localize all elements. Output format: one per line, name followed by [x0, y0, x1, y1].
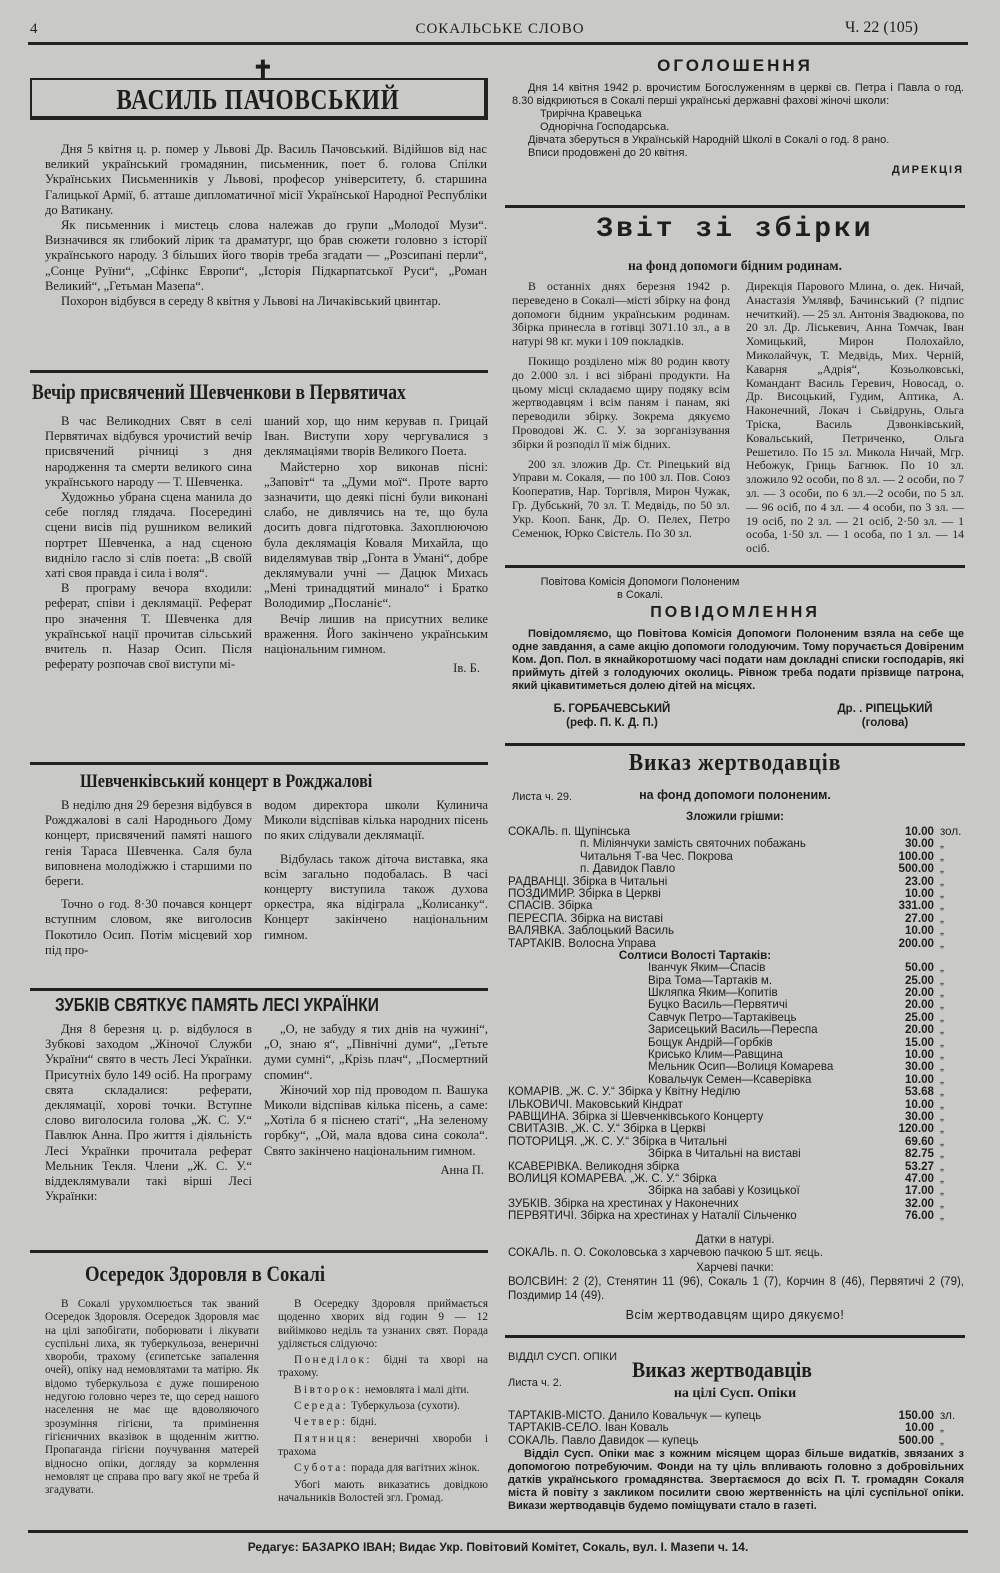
paragraph: Художньо убрана сцена манила до себе погляд глядача. Посередині сцени висів під рушником великий портрет Шевченка, а над сценою видніло гасло зі слів поета: „В своїй хаті своя правда і сила і воля“. [45, 490, 252, 581]
paragraph: Похорон відбувся в середу 8 квітня у Львові на Личаківський цвинтар. [61, 294, 441, 309]
currency-unit: „ [940, 1421, 944, 1435]
report-col1 [512, 280, 730, 540]
currency-unit: „ [940, 1010, 944, 1024]
currency-unit: „ [940, 911, 944, 925]
donor-label: Віра Тома—Тартаків м. [648, 974, 773, 987]
currency-unit: „ [940, 1035, 944, 1049]
day-name: Понеділок: [294, 1354, 372, 1367]
donor-amount: 15.00 [904, 1035, 934, 1049]
paragraph: Дівчата зберуться в Українській Народній Школі в Сокалі о год. 8 рано. [528, 134, 890, 146]
donor-row [508, 863, 964, 875]
donor-row [508, 1111, 964, 1123]
donor-amount: 331.00 [898, 899, 934, 913]
welfare-title: Виказ жертводавців [632, 1357, 812, 1382]
donor-table [508, 826, 964, 1223]
donor-label: Бощук Андрій—Горбків [648, 1036, 773, 1049]
donor-label: СОКАЛЬ. п. Щупінська [508, 826, 631, 838]
currency-unit: „ [940, 936, 944, 950]
donor-row [508, 1123, 964, 1135]
donor-label: Зарисецький Василь—Переспа [648, 1024, 818, 1037]
donor-row [508, 1198, 964, 1210]
currency-unit: „ [940, 1134, 944, 1148]
donor-amount: 53.27 [904, 1159, 934, 1173]
paragraph: В програму вечора входили: реферат, співи і деклямації. Реферат про значення Т. Шевченка для української нації прочитав сільський вчитель п. Назар Осип. Після реферату розпочав свої виступи мі- [45, 581, 252, 672]
currency-unit: „ [940, 1072, 944, 1086]
donor-amount: 17.00 [904, 1184, 934, 1198]
donor-label: ВОЛИЦЯ КОМАРЕВА. „Ж. С. У.“ Збірка [508, 1172, 717, 1185]
divider [505, 565, 965, 568]
day-text: порада для вагітних жінок. [351, 1462, 480, 1475]
notice-org-line: Повітова Комісія Допомоги Полоненим [540, 576, 740, 588]
donor-label: Шкляпка Яким—Копитів [648, 987, 778, 1000]
day-name: Субота: [294, 1462, 349, 1475]
obituary-text [45, 142, 487, 309]
donor-row [508, 1136, 964, 1148]
currency-unit: „ [940, 886, 944, 900]
report-subtitle: на фонд допомоги бідним родинам. [628, 258, 842, 273]
report-title: Звіт зі збірки [596, 214, 874, 245]
paragraph: Як письменник і мистець слова належав до групи „Молодої Музи“. Визначився як глибокий лірик та драматург, що брав сюжети головно з історії українського народу. З більших його творів треба згадати — „Розсипані перли“, „Сонце Руїни“, „Сфінкс Европи“, „Історія Підкарпатської Руси“, „Роман Великий“, „Гетьман Мазепа“. [45, 218, 487, 293]
day-text: венеричні хвороби і трахома [278, 1432, 488, 1458]
currency-unit: „ [940, 1159, 944, 1173]
currency-unit: „ [940, 924, 944, 938]
divider [30, 370, 488, 373]
donor-label: ТАРТАКІВ. Волосна Управа [508, 937, 656, 950]
paragraph: Повідомляємо, що Повітова Комісія Допомоги Полоненим взяла на себе ще одне завдання, а саме акцію допомоги голодуючим. Тому поручається Довіреним Ком. Доп. Пол. в якнайкоротшому часі подати нам докладні списки господарів, які приймуть дітей з голодуючих околиць. Рівнож треба подати прізвище патрона, який цікавитиметься долею дітей на місцях. [512, 628, 964, 692]
currency-unit: „ [940, 1209, 944, 1223]
donor-amount: 25.00 [904, 1010, 934, 1024]
paragraph: Дня 5 квітня ц. р. помер у Львові Др. Василь Пачовський. Відійшов від нас великий український громадянин, письменник, поет б. голова Спілки Українських Письменників у Львові, професор університету, б. старшина Галицької Армії, б. атташе дипломатичної місії Української Народної Республіки до Ватикану. [45, 142, 487, 217]
donor-amount: 47.00 [904, 1171, 934, 1185]
donors-cash-heading: Зложили грішми: [685, 811, 785, 823]
donor-row [508, 1024, 964, 1036]
day-name: Четвер: [294, 1416, 348, 1429]
footer-rule [28, 1530, 968, 1533]
paragraph: Майстерно хор виконав пісні: „Заповіт“ та „Думи мої“. Проте варто зазначити, що деякі пісні були виконані слабо, не дивлячись на те, що була досить довга підготовка. Захоплюючою була деклямація Коваля Михайла, що виделямував твір „Гонта в Умані“, добре деклямували учні — Дацюк Михась „Мені тринадцятий минало“ і Братко Володимир „Посланіє“. [264, 459, 488, 611]
paragraph: Дня 8 березня ц. р. відбулося в Зубкові заходом „Жіночої Служби України“ свято в честь Лесі Українки. Присутніх було 149 осіб. На програму свята складалися: реферати, деклямації, хорові точки. Вступне слово виголосила голова „Ж. С. У.“ Павлюк Анна. Про життя і діяльність Лесі Українки прочитала реферат Мельник Текля. Члени „Ж. С. У.“ віддеклямували такі вірші Лесі Українки: [45, 1022, 252, 1204]
school-item: Однорічна Господарська. [540, 121, 670, 133]
divider [30, 988, 488, 991]
signature: ДИРЕКЦІЯ [891, 164, 964, 176]
donor-label: Читальня Т-ва Чес. Покрова [580, 850, 733, 863]
paragraph: В останніх днях березня 1942 р. переведено в Сокалі—місті збірку на фонд допомоги бідним українським родинам. Збірка принесла в готівці 3071.10 зл., а в натурі 98 кг. муки і 109 покладків. [512, 279, 730, 349]
currency-unit: „ [940, 1147, 944, 1161]
donor-label: Мельник Осип—Волиця Комарева [648, 1061, 834, 1074]
currency-unit: „ [940, 862, 944, 876]
kind-heading: Датки в натурі. [695, 1234, 775, 1246]
divider [505, 205, 965, 208]
donor-label: Крисько Клим—Равщина [648, 1049, 783, 1062]
day-name: Пятниця: [294, 1432, 359, 1445]
paragraph: В Осередку Здоровля приймається щоденно хворих від годин 9 — 12 вийімково неділь та узнаних свят. Порада уділяється слідуючо: [278, 1298, 488, 1350]
notice-org [510, 576, 770, 602]
currency-unit: „ [940, 961, 944, 975]
donor-label: ПОТОРИЦЯ. „Ж. С. У.“ Збірка в Читальні [508, 1135, 727, 1148]
signature-name: Др. . РІПЕЦЬКИЙ [837, 703, 933, 715]
day-name: Середа: [294, 1400, 349, 1413]
donor-row [508, 851, 964, 863]
currency-unit: зл. [940, 1409, 956, 1422]
currency-unit: „ [940, 1097, 944, 1111]
day-text: бідні та хворі на трахому. [278, 1354, 488, 1380]
evening-col2 [264, 414, 488, 676]
divider [505, 1335, 965, 1338]
currency-unit: „ [940, 998, 944, 1012]
donor-amount: 10.00 [904, 1048, 934, 1062]
donor-amount: 100.00 [898, 849, 934, 863]
donor-amount: 76.00 [904, 1209, 934, 1223]
day-text: бідні. [350, 1416, 377, 1429]
currency-unit: „ [940, 1048, 944, 1062]
donor-label: п. Міліянчуки замість святочних побажань [580, 838, 806, 851]
signature-name: Б. ГОРБАЧЕВСЬКИЙ [553, 703, 671, 715]
currency-unit: „ [940, 1122, 944, 1136]
paragraph: Дня 14 квітня 1942 р. врочистим Богослуженням в церкві св. Петра і Павла о год. 8.30 відкриються в Сокалі перші українські державні фахові жіночі школи: [512, 82, 964, 107]
zubkiv-col2 [264, 1022, 488, 1178]
health-title: Осередок Здоровля в Сокалі [85, 1261, 326, 1286]
currency-unit: „ [940, 1060, 944, 1074]
donor-amount: 20.00 [904, 998, 934, 1012]
paragraph: шаний хор, що ним керував п. Грицай Іван. Виступи хору чергувалися з деклямаціями творів Великого Поета. [264, 414, 488, 459]
schedule-day [278, 1433, 488, 1460]
welfare-subtitle: на цілі Сусп. Опіки [673, 1386, 797, 1401]
welfare-list-number: Листа ч. 2. [508, 1377, 562, 1389]
donor-amount: 10.00 [904, 825, 934, 838]
donor-label: ПЕРЕСПА. Збірка на виставі [508, 912, 663, 925]
donor-label: п. Давидок Павло [580, 863, 676, 876]
evening-title: Вечір присвячений Шевченкови в Первятичах [32, 379, 406, 404]
page-number: 4 [30, 21, 38, 37]
donor-row [508, 876, 964, 888]
donor-row [508, 1173, 964, 1185]
donor-label: КСАВЕРІВКА. Великодня збірка [508, 1160, 680, 1173]
donor-label: Солтиси Волості Тартаків: [618, 949, 772, 962]
paragraph: Убогі мають виказатись довідкою начальників Волостей згл. Громад. [278, 1478, 488, 1504]
donor-label: СПАСІВ. Збірка [508, 900, 593, 913]
donor-row [508, 1012, 964, 1024]
currency-unit: „ [940, 1085, 944, 1099]
paragraph: 200 зл. зложив Др. Ст. Ріпецький від Управи м. Сокаля, — по 100 зл. Пов. Союз Кооператив, Нар. Торгівля, Мирон Чужак, Гр. Дубський, 70 зл. Т. Медвідь, по 50 зл. Укр. Кооп. Банк, Др. О. Пелех, Петро Семенюк, Юрко Свістель. По 30 зл. [512, 456, 730, 540]
currency-unit: „ [940, 849, 944, 863]
paragraph: В час Великодних Свят в селі Первятичах відбувся урочистий вечір присвячений річниці з дня народження та смерти великого сина українського народу — Т. Шевченка. [45, 414, 252, 489]
footer-imprint: Редагує: БАЗАРКО ІВАН; Видає Укр. Повітовий Комітет, Сокаль, вул. І. Мазепи ч. 14. [247, 1540, 749, 1554]
donor-label: Іванчук Яким—Спасів [648, 962, 766, 975]
donor-amount: 200.00 [898, 936, 934, 950]
obituary-title: ВАСИЛЬ ПАЧОВСЬКИЙ [116, 84, 400, 116]
donor-row [508, 1148, 964, 1160]
donor-row [508, 888, 964, 900]
currency-unit: „ [940, 973, 944, 987]
evening-col1 [45, 414, 252, 672]
donor-row [508, 1074, 964, 1086]
donor-row [508, 1099, 964, 1111]
parcels-heading: Харчеві пачки: [696, 1262, 774, 1274]
day-name: Вівторок: [294, 1383, 363, 1396]
donor-row [508, 987, 964, 999]
donor-row [508, 1037, 964, 1049]
donor-amount: 150.00 [898, 1409, 934, 1422]
donors-title: Виказ жертводавців [628, 750, 842, 776]
donor-amount: 10.00 [904, 924, 934, 938]
donor-label: СВИТАЗІВ. „Ж. С. У.“ Збірка в Церкві [508, 1123, 706, 1136]
parcels-text: ВОЛСВИН: 2 (2), Стенятин 11 (96), Сокаль 1 (7), Корчин 8 (46), Первятичі 2 (79), Поздимир 14 (49). [508, 1276, 964, 1302]
donor-amount: 50.00 [904, 961, 934, 975]
school-item: Трирічна Кравецька [540, 108, 642, 120]
donor-amount: 120.00 [898, 1122, 934, 1136]
donors-list-number: Листа ч. 29. [512, 791, 573, 803]
donor-label: ТАРТАКІВ-СЕЛО. Іван Коваль [508, 1422, 669, 1435]
announcement-text [512, 82, 964, 177]
concert-col2 [264, 798, 488, 943]
donor-amount: 20.00 [904, 1023, 934, 1037]
health-col1 [45, 1298, 259, 1497]
donor-label: ПОЗДИМИР. Збірка в Церкві [508, 887, 661, 900]
notice-text [512, 628, 964, 693]
currency-unit: „ [940, 1196, 944, 1210]
notice-signature-1 [532, 702, 692, 730]
schedule-day [278, 1354, 488, 1381]
concert-col1 [45, 798, 252, 958]
donor-label: РАДВАНЦІ. Збірка в Читальні [508, 875, 668, 888]
report-col2 [746, 280, 964, 556]
health-col2 [278, 1298, 488, 1505]
currency-unit [934, 950, 964, 962]
donor-label: КОМАРІВ. „Ж. С. У.“ Збірка у Квітну Неділю [508, 1086, 741, 1099]
donor-amount: 500.00 [898, 1433, 934, 1447]
donor-amount: 30.00 [904, 837, 934, 851]
donor-amount: 27.00 [904, 911, 934, 925]
paragraph: Відбулась також діточа виставка, яка всім загально подобалась. В часі концерту виступила також духова оркестра, яка відіграла „Колисанку“. Концерт закінчено національним гимном. [264, 851, 488, 942]
donor-label: РАВЩИНА. Збірка зі Шевченківського Концерту [508, 1110, 764, 1123]
donor-row [508, 913, 964, 925]
donor-amount: 500.00 [898, 862, 934, 876]
donor-amount: 82.75 [904, 1147, 934, 1161]
issue-number: Ч. 22 (105) [845, 19, 919, 36]
currency-unit: „ [940, 899, 944, 913]
paragraph: Жіночий хор під проводом п. Вашука Миколи відспівав кілька пісень, а саме: „Хотіла б я піснею статі“, „На зеленому горбку“, „Ой, мала вдова сина сокола“. Свято закінчено національним гимном. [264, 1082, 488, 1158]
donor-label: ІЛЬКОВИЧІ. Маковський Кіндрат [508, 1098, 683, 1111]
donor-amount: 30.00 [904, 1109, 934, 1123]
donor-label: ЗУБКІВ. Збірка на хрестинах у Наконечних [508, 1197, 739, 1210]
donor-amount: 10.00 [904, 1097, 934, 1111]
donor-label: Савчук Петро—Тартаківець [648, 1011, 797, 1024]
donor-row [508, 1086, 964, 1098]
signature-role: (реф. П. К. Д. П.) [566, 717, 658, 729]
donor-row [508, 950, 964, 962]
donor-row [508, 1435, 964, 1447]
paragraph: Покищо розділено між 80 родин квоту до 2.000 зл. і всі зібрані продукти. На цьому місці складаємо щиру подяку всім жертводавцям і всім паням і панам, які переводили збірку. Зокрема дякуємо Проводові Ж. С. У. за зорганізування збірки й розподіл її між бідних. [512, 353, 730, 451]
paragraph: Вписи продовжені до 20 квітня. [528, 147, 688, 159]
donor-label: ПЕРВЯТИЧІ. Збірка на хрестинах у Наталії Сільченко [508, 1210, 797, 1223]
currency-unit: зол. [940, 825, 962, 838]
donor-row [508, 900, 964, 912]
welfare-table [508, 1410, 964, 1447]
donor-row [508, 975, 964, 987]
paragraph: Точно о год. 8·30 почався концерт вступним словом, яке виголосив Покотило Осип. Потім місцевий хор під про- [45, 897, 252, 957]
currency-unit: „ [940, 1433, 944, 1447]
donor-label: Збірка на забаві у Козицької [648, 1185, 800, 1198]
donor-row [508, 962, 964, 974]
donor-row [508, 999, 964, 1011]
header-rule [28, 42, 968, 45]
donor-amount: 30.00 [904, 1060, 934, 1074]
donor-amount: 23.00 [904, 874, 934, 888]
schedule-day [278, 1462, 488, 1475]
paragraph: В Сокалі урухомлюється так званий Осередок Здоровля. Осередок Здоровля має на цілі запобігати, поборювати і лікувати суспільні лиха, як туберкульоза, венеричні хвороби, трахому (єгипетське запалення очей), опіку над немовлятами та матірю. Як відомо туберкульоза є дуже поширеною недугою головно через те, що серед нашого населення не має ще вдоволяючого зрозуміння гігієни, та примінення гігієничних вказівок в щоденнім життю. Пропаганда гігієни поучування матерей відносно опіки, догляду за кормлення немовлят це справа про вагу якої не треба й згадувати. [45, 1298, 259, 1497]
day-text: немовлята і малі діти. [364, 1383, 470, 1396]
paragraph: В неділю дня 29 березня відбувся в Рожджалові в салі Народнього Дому концерт, присвячений памяті нашого генія Тараса Шевченка. Саля була виповнена молодіжжю і старшими по береги. [45, 798, 252, 889]
donor-amount: 10.00 [904, 1421, 934, 1435]
schedule-day [278, 1384, 488, 1397]
divider [505, 743, 965, 746]
donor-amount: 10.00 [904, 886, 934, 900]
donor-label: Буцко Василь—Первятичі [648, 999, 788, 1012]
concert-title: Шевченківський концерт в Рожджалові [80, 771, 373, 792]
donor-row [508, 1061, 964, 1073]
donor-row [508, 1422, 964, 1434]
donor-label: Ковальчук Семен—Ксаверівка [648, 1073, 812, 1086]
paragraph: водом директора школи Кулинича Миколи відспівав кілька народних пісень по яких слідували деклямації. [264, 798, 488, 843]
donor-label: ВАЛЯВКА. Заблоцький Василь [508, 925, 675, 938]
notice-title: ПОВІДОМЛЕННЯ [650, 604, 820, 621]
currency-unit: „ [940, 986, 944, 1000]
donor-row [508, 1049, 964, 1061]
signature: Ів. Б. [453, 661, 480, 676]
currency-unit: „ [940, 874, 944, 888]
zubkiv-col1 [45, 1022, 252, 1204]
currency-unit: „ [940, 1171, 944, 1185]
signature: Анна П. [440, 1162, 484, 1177]
donor-row [508, 1210, 964, 1222]
donor-row [508, 1410, 964, 1422]
currency-unit: „ [940, 1109, 944, 1123]
newspaper-title: СОКАЛЬСЬКЕ СЛОВО [415, 21, 585, 37]
currency-unit: „ [940, 1023, 944, 1037]
schedule-day [278, 1400, 488, 1413]
day-text: Туберкульоза (сухоти). [351, 1400, 460, 1413]
divider [30, 1250, 488, 1253]
donor-row [508, 938, 964, 950]
donor-label: Збірка в Читальні на виставі [648, 1148, 801, 1161]
welfare-dept: ВІДДІЛ СУСП. ОПІКИ [508, 1351, 617, 1363]
notice-org-line: в Сокалі. [616, 589, 664, 601]
donor-amount: 25.00 [904, 973, 934, 987]
donor-amount: 53.68 [904, 1085, 934, 1099]
donor-label: СОКАЛЬ. Павло Давидок — купець [508, 1434, 699, 1447]
schedule-day [278, 1416, 488, 1429]
announcement-title: ОГОЛОШЕННЯ [657, 56, 813, 75]
divider [30, 762, 488, 765]
donor-amount: 10.00 [904, 1072, 934, 1086]
paragraph: „О, не забуду я тих днів на чужині“, „О, знаю я“, „Північні думи“, „Гетьте думи сумні“, „Крізь плач“, „Посмертний спомин“. [264, 1022, 488, 1082]
paragraph: Вечір лишив на присутних велике враження. Його закінчено українським національним гимном. [264, 611, 488, 657]
currency-unit: „ [940, 1184, 944, 1198]
donor-amount: 69.60 [904, 1134, 934, 1148]
donor-amount: 20.00 [904, 986, 934, 1000]
paragraph: Відділ Сусп. Опіки має з кожним місяцем щораз більше видатків, звязаних з допомогою потребуючим. Фонди на ту ціль впливають головно з добровільних датків українського громадянства. Звертаємося до всіх П. Т. громадян Сокаля міста й повіту з закликом посилити свою жертвенність на цілі суспільної опіки. Викази жертводавців будемо поміщувати стало в газеті. [508, 1448, 964, 1512]
currency-unit: „ [940, 837, 944, 851]
cross-icon: ✝ [252, 56, 274, 85]
paragraph: Дирекція Парового Млина, о. дек. Ничай, Анастазія Умлявф, Бачинський (? підпис нечиткий). — 25 зл. Антонія Звадюкова, по 20 зл. Др. Ліськевич, Анна Томчак, Іван Хомицький, Мирон Полохайло, Миколайчук, Т. Медвідь, Мих. Черній, Каварня „Адрія“, Козьолковські, Командант Василь Геревич, Новосад, о. Др. Висоцький, Гудим, Аптика, А. Наконечний, Локач і Сьвідрунь, Ольга Тріска, Василь Дзвонківський, Ковальський, Петриченко, Ольга Решетило. По 15 зл. Микола Ничай, Мгр. Небожук, Гриць Багнюк. По 10 зл. зложило 92 особи, по 8 зл. — 2 особи, по 7 зл. — 3 особи, по 6 зл.—2 особи, по 5 зл. — 96 осіб, по 4 зл. — 4 особи, по 3 зл. — 19 осіб, по 2 зл. — 21 осіб, 2·50 зл. — 1 особа, 1·50 зл. — 1 особа, по 1 зл. — 14 осіб. [746, 279, 964, 556]
kind-text: СОКАЛЬ. п. О. Соколовська з харчевою пачкою 5 шт. яєць. [508, 1247, 823, 1259]
signature-role: (голова) [861, 717, 909, 729]
notice-signature-2 [810, 702, 960, 730]
donor-row [508, 826, 964, 838]
zubkiv-title: ЗУБКІВ СВЯТКУЄ ПАМЯТЬ ЛЕСІ УКРАЇНКИ [55, 995, 379, 1015]
welfare-text [508, 1448, 964, 1513]
donor-row [508, 1185, 964, 1197]
donor-row [508, 1161, 964, 1173]
donor-label: ТАРТАКІВ-МІСТО. Данило Ковальчук — купець [508, 1410, 762, 1422]
donor-amount: 32.00 [904, 1196, 934, 1210]
donor-row [508, 925, 964, 937]
thanks-text: Всім жертводавцям щиро дякуємо! [625, 1308, 845, 1322]
donors-subtitle: на фонд допомоги полоненим. [639, 788, 831, 802]
donor-row [508, 838, 964, 850]
